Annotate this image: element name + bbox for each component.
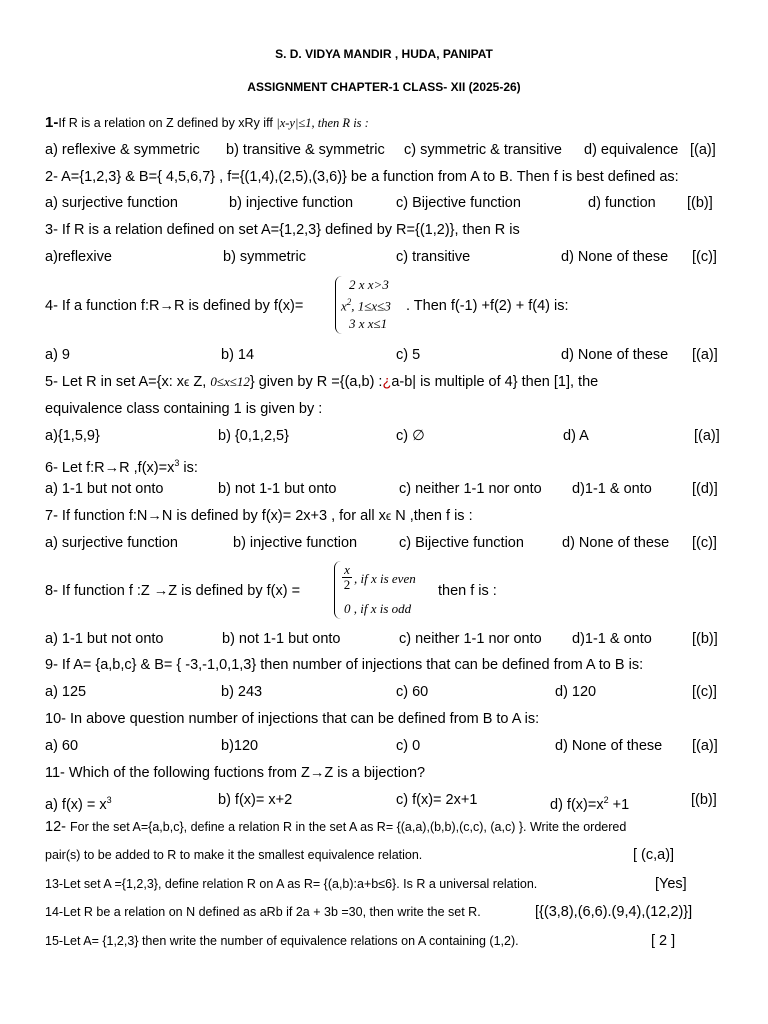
q8-option-a: a) 1-1 but not onto	[45, 631, 164, 647]
q7-option-a: a) surjective function	[45, 535, 178, 551]
q12-answer: [ (c,a)]	[633, 847, 675, 863]
q10-option-c: c) 0	[396, 738, 421, 754]
question-11: 11- Which of the following fuctions from Z→Z is a bijection?	[45, 765, 426, 781]
q14-answer: [{(3,8),(6,6).(9,4),(12,2)}]	[535, 904, 693, 920]
q10-answer: [(a)]	[692, 738, 718, 754]
question-8: 8- If function f :Z →Z is defined by f(x) =	[45, 583, 301, 599]
q9-option-d: d) 120	[555, 684, 597, 700]
school-name: S. D. VIDYA MANDIR , HUDA, PANIPAT	[275, 47, 493, 61]
question-3: 3- If R is a relation defined on set A={1,2,3} defined by R={(1,2)}, then R is	[45, 222, 520, 238]
q2-option-c: c) Bijective function	[396, 195, 521, 211]
q4-case-1: 2 x x>3	[349, 277, 389, 292]
q3-option-d: d) None of these	[561, 249, 669, 265]
q4-option-d: d) None of these	[561, 347, 669, 363]
q7-option-d: d) None of these	[562, 535, 670, 551]
question-6: 6- Let f:R→R $,f(x)=x^3$ is:	[45, 458, 198, 476]
q6-option-a: a) 1-1 but not onto	[45, 481, 164, 497]
q13-answer: [Yes]	[655, 876, 687, 892]
q9-option-c: c) 60	[396, 684, 429, 700]
q2-answer: [(b)]	[687, 195, 713, 211]
q8-option-b: b) not 1-1 but onto	[222, 631, 341, 647]
question-2: 2- A={1,2,3} & B={ 4,5,6,7} , f={(1,4),(2,5),(3,6)} be a function from A to B. Then f is best defined as:	[45, 169, 679, 185]
q6-option-b: b) not 1-1 but onto	[218, 481, 337, 497]
q8-tail: then f is :	[438, 583, 497, 599]
q4-option-b: b) 14	[221, 347, 255, 363]
q9-option-a: a) 125	[45, 684, 87, 700]
q8-case-1-fraction: x 2	[343, 562, 351, 592]
q1-option-a: a) reflexive & symmetric	[45, 142, 200, 158]
q8-option-c: c) neither 1-1 nor onto	[399, 631, 542, 647]
q6-answer: [(d)]	[692, 481, 718, 497]
q6-option-d: d)1-1 & onto	[572, 481, 652, 497]
question-10: 10- In above question number of injections that can be defined from B to A is:	[45, 711, 540, 727]
q7-answer: [(c)]	[692, 535, 717, 551]
q5-option-d: d) A	[563, 428, 589, 444]
question-5-line-2: equivalence class containing 1 is given by :	[45, 401, 323, 417]
q9-option-b: b) 243	[221, 684, 263, 700]
q4-option-c: c) 5	[396, 347, 421, 363]
q15-answer: [ 2 ]	[651, 933, 676, 949]
q1-option-b: b) transitive & symmetric	[226, 142, 385, 158]
q8-case-2: 0 , if x is odd	[344, 601, 412, 616]
q10-option-a: a) 60	[45, 738, 79, 754]
q3-option-c: c) transitive	[396, 249, 471, 265]
q4-case-2: $x^2$, 1≤x≤3	[341, 297, 391, 314]
q10-option-b: b)120	[221, 738, 259, 754]
q3-option-b: b) symmetric	[223, 249, 306, 265]
question-15: 15-Let A= {1,2,3} then write the number of equivalence relations on A containing (1,2).	[45, 934, 519, 948]
q7-option-b: b) injective function	[233, 535, 358, 551]
q3-answer: [(c)]	[692, 249, 717, 265]
q2-option-d: d) function	[588, 195, 656, 211]
q7-option-c: c) Bijective function	[399, 535, 524, 551]
q5-option-a: a){1,5,9}	[45, 428, 100, 444]
q11-option-d: d) $f(x)=x^2 +1$	[550, 795, 630, 813]
q2-option-b: b) injective function	[229, 195, 354, 211]
question-1: 1-If R is a relation on Z defined by xRy iff |x-y|≤1, then R is :	[45, 114, 369, 131]
q4-tail: . Then f(-1) +f(2) + f(4) is:	[406, 298, 569, 314]
q6-option-c: c) neither 1-1 nor onto	[399, 481, 542, 497]
q1-option-d: d) equivalence	[584, 142, 679, 158]
question-12: 12- For the set A={a,b,c}, define a relation R in the set A as R= {(a,a),(b,b),(c,c), (a,c) }. Write the ordered	[45, 819, 627, 835]
q8-case-1: , if x is even	[354, 571, 416, 586]
q5-option-b: b) {0,1,2,5}	[218, 428, 289, 444]
q4-answer: [(a)]	[692, 347, 718, 363]
question-12-line-2: pair(s) to be added to R to make it the smallest equivalence relation.	[45, 848, 423, 862]
question-4: 4- If a function f:R→R is defined by f(x)=	[45, 298, 304, 314]
question-13: 13-Let set A ={1,2,3}, define relation R on A as R= {(a,b):a+b≤6}. Is R a universal relation.	[45, 877, 538, 891]
q5-option-c: c) ∅	[396, 428, 425, 444]
question-9: 9- If A= {a,b,c} & B= { -3,-1,0,1,3} then number of injections that can be defined from A to B is:	[45, 657, 644, 673]
q10-option-d: d) None of these	[555, 738, 663, 754]
q4-option-a: a) 9	[45, 347, 70, 363]
q8-option-d: d)1-1 & onto	[572, 631, 652, 647]
q2-option-a: a) surjective function	[45, 195, 178, 211]
q5-answer: [(a)]	[694, 428, 720, 444]
q8-answer: [(b)]	[692, 631, 718, 647]
q11-option-a: a) $f(x) = x^3$	[45, 795, 112, 813]
q9-answer: [(c)]	[692, 684, 717, 700]
q3-option-a: a)reflexive	[45, 249, 112, 265]
assignment-title: ASSIGNMENT CHAPTER-1 CLASS- XII (2025-26)	[247, 80, 521, 94]
question-14: 14-Let R be a relation on N defined as aRb if 2a + 3b =30, then write the set R.	[45, 905, 481, 919]
q11-option-c: c) f(x)= 2x+1	[396, 792, 478, 808]
q11-answer: [(b)]	[691, 792, 717, 808]
q11-option-b: b) f(x)= x+2	[218, 792, 293, 808]
q1-option-c: c) symmetric & transitive	[404, 142, 562, 158]
q4-case-3: 3 x x≤1	[349, 316, 388, 331]
piecewise-brace	[334, 561, 341, 619]
question-5: 5- Let R in set A={x: xϵ Z, 0≤x≤12} given by R ={(a,b) :¿a-b| is multiple of 4} then [1], the	[45, 374, 599, 390]
q1-answer: [(a)]	[690, 142, 716, 158]
question-7: 7- If function f:N→N is defined by f(x)= 2x+3 , for all xϵ N ,then f is :	[45, 508, 473, 524]
